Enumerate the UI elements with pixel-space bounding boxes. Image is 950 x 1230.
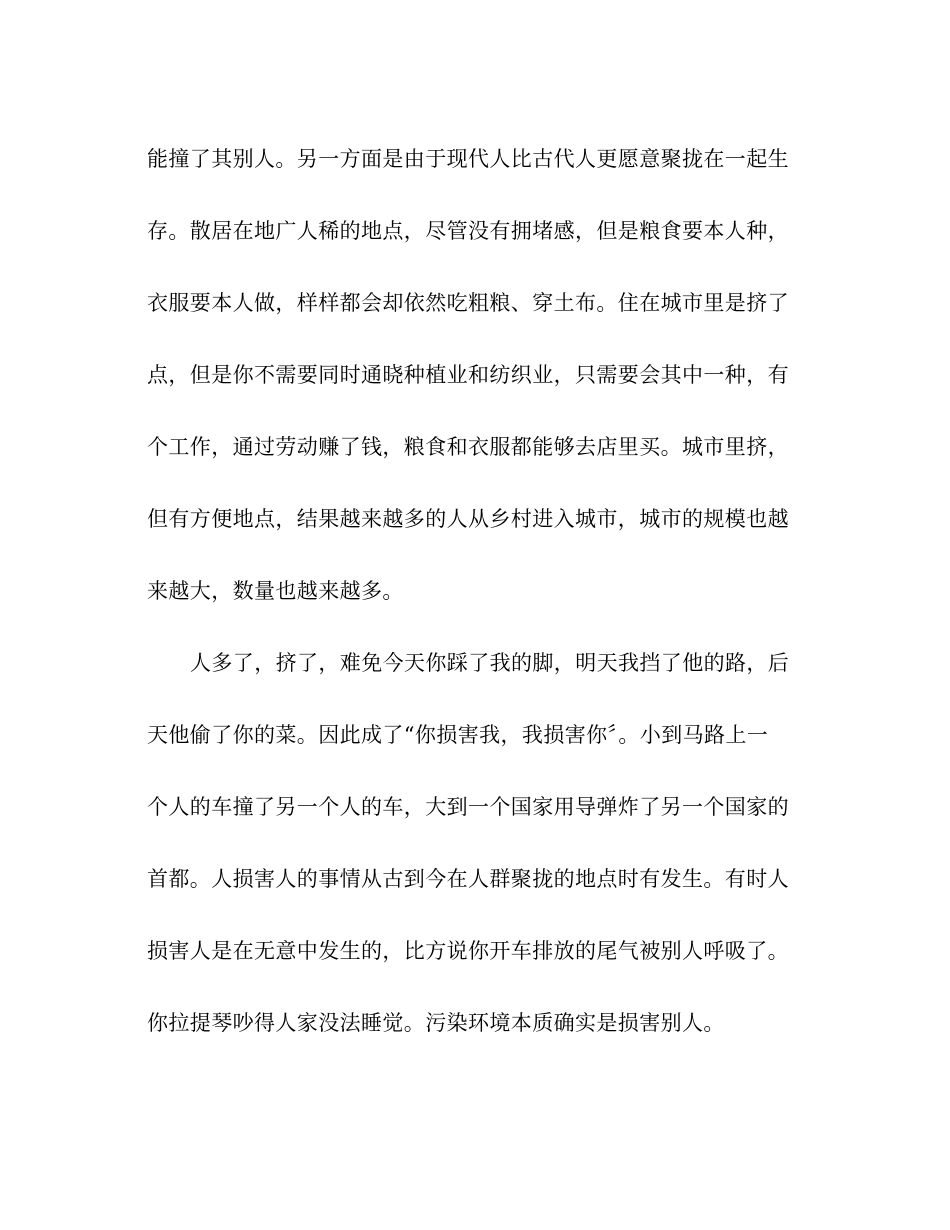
text-line: 损害人是在无意中发生的，比方说你开车排放的尾气被别人呼吸了。: [147, 939, 789, 963]
text-line: 能撞了其别人。另一方面是由于现代人比古代人更愿意聚拢在一起生: [147, 147, 789, 171]
text-line: 个工作，通过劳动赚了钱，粮食和衣服都能够去店里买。城市里挤，: [147, 435, 789, 459]
text-line: 首都。人损害人的事情从古到今在人群聚拢的地点时有发生。有时人: [147, 867, 789, 891]
text-line: 但有方便地点，结果越来越多的人从乡村进入城市，城市的规模也越: [147, 507, 789, 531]
text-line: 点，但是你不需要同时通晓种植业和纺织业，只需要会其中一种，有: [147, 363, 789, 387]
text-line: 存。散居在地广人稀的地点，尽管没有拥堵感，但是粮食要本人种，: [147, 219, 789, 243]
text-line: 人多了，挤了，难免今天你踩了我的脚，明天我挡了他的路，后: [190, 651, 790, 675]
text-line: 衣服要本人做，样样都会却依然吃粗粮、穿土布。住在城市里是挤了: [147, 291, 789, 315]
text-line: 天他偷了你的菜。因此成了“你损害我，我损害你〞。小到马路上一: [147, 723, 769, 747]
text-line: 个人的车撞了另一个人的车，大到一个国家用导弹炸了另一个国家的: [147, 795, 789, 819]
text-line: 你拉提琴吵得人家没法睡觉。污染环境本质确实是损害别人。: [147, 1011, 725, 1035]
text-line: 来越大，数量也越来越多。: [147, 579, 404, 603]
